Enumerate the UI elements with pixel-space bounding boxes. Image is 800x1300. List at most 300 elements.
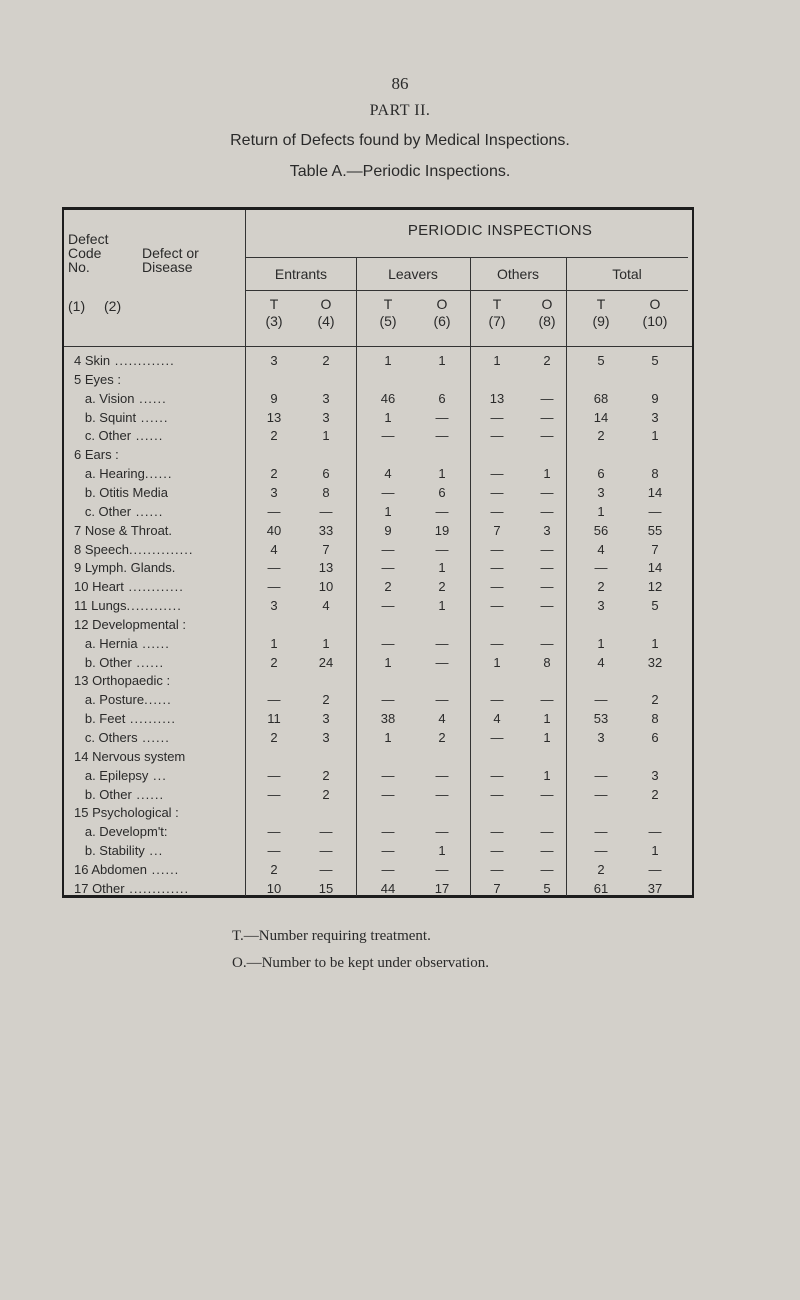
table-cell: — [490,409,504,425]
table-cell: — [490,843,504,859]
row-label-text: 5 Eyes : [74,371,121,387]
table-cell: 2 [651,786,659,802]
row-label [74,504,242,521]
table-cell: 4 [597,541,605,557]
row-label-text: a. Posture [74,692,145,708]
leader-dots: ...... [131,428,164,444]
row-label-text: 12 Developmental : [74,616,187,632]
table-cell [529,447,565,464]
row-label [74,749,242,766]
leader-dots: ...... [136,409,169,425]
table-cell: — [267,503,281,519]
table-cell: 7 [493,880,501,896]
row-label-text: a. Epilepsy [74,767,149,783]
table-cell: 2 [597,428,605,444]
table-cell: 53 [593,711,609,727]
table-cell: — [381,824,395,840]
table-cell: 7 [651,541,659,557]
table-cell: 7 [322,541,330,557]
row-label-text: b. Other [74,786,132,802]
table-cell: — [267,786,281,802]
table-cell: 56 [593,522,609,538]
table-cell: 13 [318,560,334,576]
table-cell: — [490,730,504,745]
table-cell: 40 [266,522,282,538]
table-cell: 3 [322,390,330,406]
defect-code-header: Defect Code No. [68,231,109,275]
table-cell [424,805,460,822]
table-cell: 1 [651,843,659,859]
table-cell: 11 [267,711,281,727]
table-cell [370,447,406,464]
table-cell: — [594,767,608,783]
table-cell: 1 [270,635,278,651]
row-label [74,655,242,672]
table-cell: 1 [384,409,392,425]
divider-others [566,257,567,896]
table-cell: — [490,541,504,557]
table-cell [583,372,619,389]
row-label-text: 6 Ears : [74,447,119,463]
row-label [74,542,242,559]
table-cell [424,447,460,464]
table-cell: — [381,692,395,708]
leader-dots: ...... [144,466,173,482]
table-cell [479,749,515,766]
table-cell: 2 [322,353,330,368]
group-subheader-o-3: O [541,296,553,312]
table-cell: — [594,843,608,859]
table-cell: 3 [651,409,659,425]
table-cell: 3 [270,598,278,614]
table-cell: 32 [647,654,663,670]
table-cell: 1 [543,711,551,727]
table-cell: 3 [651,767,659,783]
table-cell: — [381,786,395,802]
table-cell: — [319,843,333,859]
row-label-text: 4 Skin [74,353,111,368]
table-cell: 7 [493,522,501,538]
table-cell [424,749,460,766]
table-cell: 5 [597,353,605,368]
table-cell: — [381,598,395,614]
table-cell: — [435,692,449,708]
table-cell: 4 [438,711,446,727]
table-cell: — [540,843,554,859]
table-cell [256,372,292,389]
leader-dots: ...... [131,503,164,519]
table-cell [637,749,673,766]
table-cell: — [648,824,662,840]
table-cell: 1 [493,353,501,368]
table-cell: 1 [493,654,501,670]
table-cell: 4 [384,466,392,482]
table-cell: — [267,843,281,859]
row-label [74,560,242,577]
table-cell: 1 [384,353,392,368]
row-label-text: a. Hearing [74,466,145,482]
table-cell: 5 [651,598,659,614]
table-cell: 3 [322,730,330,745]
table-cell: — [490,428,504,444]
table-cell [529,617,565,634]
row-label-text: b. Feet [74,711,126,727]
table-cell [583,447,619,464]
table-cell: 2 [543,353,551,368]
table-cell: — [540,409,554,425]
table-cell: 3 [322,711,330,727]
table-cell [370,372,406,389]
table-cell: — [490,635,504,651]
row-label [74,372,242,389]
table-cell: — [319,824,333,840]
leader-dots: ............. [110,353,175,368]
table-cell: 1 [651,635,659,651]
table-cell: 46 [380,390,396,406]
table-cell: 3 [597,730,605,745]
table-cell: 2 [270,861,278,877]
table-cell: 24 [318,654,334,670]
table-cell: — [435,635,449,651]
row-label [74,787,242,804]
group-subheader-tn-2: (5) [379,313,397,329]
table-cell: — [490,598,504,614]
table-cell: — [540,579,554,595]
table-cell: — [540,503,554,519]
row-label-text: c. Other [74,428,132,444]
row-label [74,598,242,615]
header-rule-tio [246,290,688,291]
table-cell: — [381,861,395,877]
table-cell [308,673,344,690]
row-label [74,428,242,445]
table-cell [370,673,406,690]
table-cell: 10 [318,579,334,595]
table-cell: 1 [543,466,551,482]
group-subheader-t-2: T [383,296,393,312]
leader-dots: ...... [134,390,167,406]
leader-dots: ............. [124,880,190,896]
table-cell: — [540,824,554,840]
group-subheader-on-3: (8) [538,313,556,329]
table-cell: 1 [384,654,392,670]
table-cell [529,673,565,690]
row-label [74,824,242,841]
table-cell [479,617,515,634]
table-cell: — [381,428,395,444]
table-cell [637,805,673,822]
table-cell: 61 [593,880,609,896]
table-cell: 68 [593,390,609,406]
table-cell: 2 [322,786,330,802]
table-cell: — [435,541,449,557]
table-cell [256,447,292,464]
table-cell [370,749,406,766]
table-cell: 19 [434,522,450,538]
table-cell: — [540,390,554,406]
table-cell: 4 [597,654,605,670]
table-cell: 2 [322,767,330,783]
row-label [74,692,242,709]
table-cell: 14 [593,409,609,425]
table-cell: — [540,861,554,877]
row-label-text: c. Other [74,503,132,519]
table-cell: 1 [651,428,659,444]
row-label-text: b. Squint [74,409,137,425]
table-cell [583,805,619,822]
table-cell: — [490,692,504,708]
table-cell: 12 [647,579,663,595]
group-subheader-o-4: O [649,296,661,312]
table-cell: — [594,692,608,708]
table-cell: 4 [270,541,278,557]
table-cell [583,673,619,690]
table-cell: 1 [384,503,392,519]
footnote-o: O.—Number to be kept under observation. [232,955,490,971]
table-cell: 2 [322,692,330,708]
table-cell: 14 [647,484,663,500]
table-cell: 13 [266,409,282,425]
table-cell [308,749,344,766]
leader-dots: ...... [137,730,170,745]
row-label [74,881,242,898]
table-cell [479,372,515,389]
table-cell [424,673,460,690]
row-label-text: 9 Lymph. Glands. [74,560,176,576]
group-subheader-on-4: (10) [642,313,668,329]
table-cell: — [381,843,395,859]
table-cell: 44 [380,880,396,896]
table-cell: — [648,503,662,519]
table-cell: — [267,560,281,576]
row-label-text: 10 Heart [74,579,124,595]
table-cell: — [490,786,504,802]
table-cell: 1 [597,503,605,519]
table-cell: 4 [322,598,330,614]
row-label [74,447,242,464]
table-cell: 17 [434,880,450,896]
table-cell: 6 [438,484,446,500]
table-cell [308,447,344,464]
table-cell [637,447,673,464]
table-cell [583,749,619,766]
table-cell: — [490,484,504,500]
table-cell: — [490,579,504,595]
table-cell: — [490,824,504,840]
table-cell: 2 [270,730,278,745]
table-cell: 10 [266,880,282,896]
table-cell: 5 [543,880,551,896]
table-cell: — [435,428,449,444]
table-cell: 6 [438,390,446,406]
part-heading: PART II. [369,102,431,119]
group-subheader-tn-4: (9) [592,313,610,329]
table-cell: — [540,560,554,576]
row-label-text: 17 Other [74,880,125,896]
table-cell: 14 [647,560,663,576]
leader-dots: ............ [123,579,184,595]
table-cell: — [319,861,333,877]
defects-table [62,207,694,898]
table-cell: 3 [270,484,278,500]
leader-dots: ...... [131,786,165,802]
table-cell: — [490,861,504,877]
table-cell: 3 [270,353,278,368]
table-cell [637,673,673,690]
leader-dots: ............ [126,598,182,614]
table-cell: 3 [543,522,551,538]
table-cell [370,805,406,822]
table-cell: 13 [489,390,505,406]
table-cell: — [490,466,504,482]
leader-dots: .............. [128,541,194,557]
table-cell [529,805,565,822]
table-cell [370,617,406,634]
table-cell: — [267,692,281,708]
row-label-text: b. Otitis Media [74,484,168,500]
table-cell: 15 [318,880,334,896]
table-cell: 33 [318,522,334,538]
table-cell: — [540,598,554,614]
table-cell [308,805,344,822]
table-cell: — [267,767,281,783]
table-cell: 1 [597,635,605,651]
row-label [74,523,242,540]
row-label [74,391,242,408]
table-cell: 1 [384,730,392,745]
table-cell: 3 [597,598,605,614]
table-cell: 37 [647,880,663,896]
row-label [74,466,242,483]
table-cell: — [490,503,504,519]
table-cell: 1 [322,635,330,651]
table-cell: 2 [651,692,659,708]
row-label [74,636,242,653]
divider-leavers [470,257,471,896]
table-cell: — [435,861,449,877]
table-cell: — [381,541,395,557]
header-rule-groups [246,257,688,258]
table-cell [256,805,292,822]
row-label [74,711,242,728]
table-cell [479,673,515,690]
page-title: Return of Defects found by Medical Inspections. [230,132,570,149]
table-cell [308,372,344,389]
table-cell: 38 [380,711,396,727]
row-label-text: b. Stability [74,843,145,859]
group-header-leavers: Leavers [388,266,438,282]
footnote-t: T.—Number requiring treatment. [232,928,431,944]
table-cell: 3 [597,484,605,500]
row-label-text: 11 Lungs [74,598,127,614]
table-cell: — [594,560,608,576]
table-cell: 1 [438,598,446,614]
defect-disease-header: Defect or Disease [142,245,199,275]
row-label [74,730,242,747]
table-cell: — [267,824,281,840]
table-cell: — [435,654,449,670]
row-label-text: 7 Nose & Throat. [74,522,173,538]
table-cell: — [381,635,395,651]
row-label-text: a. Developm't: [74,824,168,840]
divider-label [245,210,246,896]
table-cell [529,749,565,766]
group-subheader-tn-1: (3) [265,313,283,329]
table-cell: — [490,560,504,576]
group-header-total: Total [612,266,642,282]
table-cell: 9 [384,522,392,538]
group-header-entrants: Entrants [274,266,328,282]
table-cell [529,372,565,389]
leader-dots: ...... [137,635,170,651]
table-cell: 8 [651,466,659,482]
group-subheader-o-1: O [320,296,332,312]
row-label-text: 16 Abdomen [74,861,148,877]
divider-entrants [356,257,357,896]
table-cell: 6 [322,466,330,482]
leader-dots: ...... [144,692,172,708]
row-label [74,843,242,860]
table-cell [256,749,292,766]
group-subheader-on-1: (4) [317,313,335,329]
table-cell: — [540,484,554,500]
table-cell: — [648,861,662,877]
row-label-text: 14 Nervous system [74,748,186,764]
table-cell: — [540,428,554,444]
table-cell [256,617,292,634]
row-label [74,617,242,634]
group-subheader-t-1: T [269,296,279,312]
table-cell: — [435,767,449,783]
table-cell: 1 [438,353,446,368]
table-cell: — [490,767,504,783]
table-cell: — [319,503,333,519]
row-label-text: a. Vision [74,390,135,406]
table-cell: — [594,786,608,802]
table-cell: — [381,484,395,500]
table-cell: — [435,786,449,802]
leader-dots: .......... [125,711,177,727]
table-cell: — [540,635,554,651]
table-cell [583,617,619,634]
group-subheader-o-2: O [436,296,448,312]
table-cell [256,673,292,690]
table-cell: 6 [651,730,659,745]
table-cell [637,617,673,634]
table-cell: 1 [543,767,551,783]
table-cell: 55 [647,522,663,538]
table-cell: 8 [543,654,551,670]
row-label [74,579,242,596]
table-subtitle: Table A.—Periodic Inspections. [289,163,511,180]
table-cell [424,617,460,634]
table-cell: 2 [438,579,446,595]
table-cell: — [381,560,395,576]
row-label [74,410,242,427]
leader-dots: ...... [147,861,180,877]
table-cell: 2 [597,579,605,595]
table-cell: — [540,786,554,802]
table-cell: — [435,824,449,840]
col1-number: (1) [68,298,86,314]
table-cell: — [435,503,449,519]
row-label [74,768,242,785]
table-cell: — [435,409,449,425]
table-cell: 8 [322,484,330,500]
table-cell [424,372,460,389]
table-cell: 2 [270,466,278,482]
table-cell: 2 [597,861,605,877]
